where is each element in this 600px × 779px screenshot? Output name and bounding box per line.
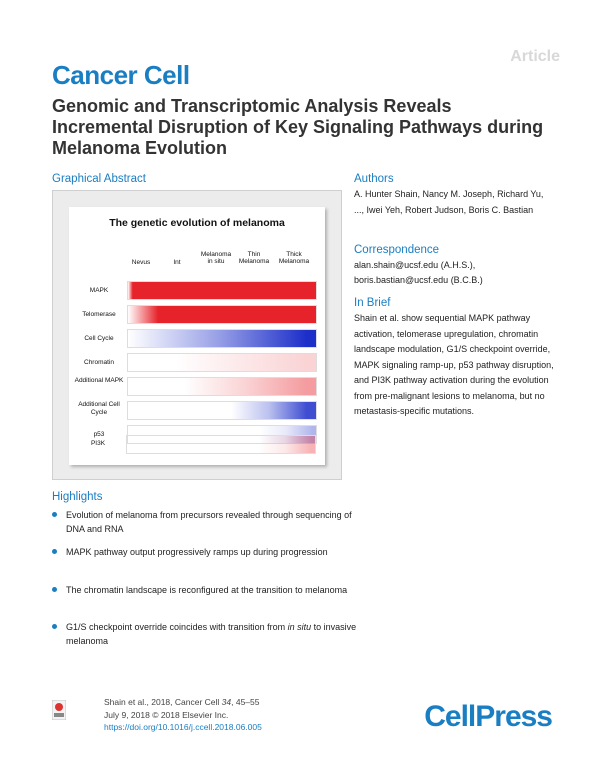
paper-title: Genomic and Transcriptomic Analysis Reveals Incremental Disruption of Key Signaling Pathways during Melanoma Evolution <box>52 96 544 158</box>
citation-block <box>104 696 262 734</box>
highlight-text: The chromatin landscape is reconfigured at the transition to melanoma <box>66 585 348 595</box>
bullet-icon <box>52 549 57 554</box>
bar-mapk <box>127 281 317 300</box>
journal-title: Cancer Cell <box>52 60 190 90</box>
bar-telomerase <box>127 305 317 324</box>
citation-prefix: Shain et al., 2018, Cancer Cell <box>104 697 222 707</box>
article-type-label: Article <box>510 48 560 65</box>
graphical-abstract-figure <box>52 190 342 480</box>
stage-label-thick: Thick Melanoma <box>278 251 310 265</box>
bar-additional-mapk <box>127 377 317 396</box>
crossmark-icon[interactable] <box>52 700 66 720</box>
row-label-chromatin: Chromatin <box>84 359 114 366</box>
publication-date: July 9, 2018 © 2018 Elsevier Inc. <box>104 709 229 720</box>
highlight-item <box>52 583 372 597</box>
highlight-text-part: to invasive melanoma <box>66 622 357 646</box>
cellpress-logo: CellPress <box>424 700 552 733</box>
row-label-additional-mapk: Additional MAPK <box>74 377 124 384</box>
highlight-text-italic: in situ <box>287 622 312 632</box>
bar-cell-cycle <box>127 329 317 348</box>
row-label-pi3k: PI3K <box>90 440 106 447</box>
authors-heading: Authors <box>354 173 394 185</box>
bar-chromatin <box>127 353 317 372</box>
stage-label-in-situ: Melanoma in situ <box>200 251 232 265</box>
highlights-heading: Highlights <box>52 491 103 503</box>
stage-label-thin: Thin Melanoma <box>238 251 270 265</box>
highlight-item <box>52 545 372 559</box>
graphical-abstract-panel <box>69 207 325 465</box>
bar-p53 <box>127 425 317 444</box>
bar-additional-cell-cycle <box>127 401 317 420</box>
highlight-text: Evolution of melanoma from precursors revealed through sequencing of DNA and RNA <box>66 510 352 534</box>
graphical-abstract-heading: Graphical Abstract <box>52 173 146 185</box>
correspondence-heading: Correspondence <box>354 244 440 256</box>
citation-volume: 34 <box>221 697 232 707</box>
highlight-item <box>52 620 372 648</box>
row-label-cell-cycle: Cell Cycle <box>84 335 114 342</box>
stage-label-int: Int <box>173 259 181 266</box>
row-label-mapk: MAPK <box>89 287 109 294</box>
in-brief-text: Shain et al. show sequential MAPK pathway activation, telomerase upregulation, chromatin landscape modulation, G1/S checkpoint override, MAPK signaling ramp-up, p53 pathway disruption, and PI3K pathway activation during the evolution from pre-malignant lesions to melanoma, but no metastasis-specific mutations. <box>354 313 554 416</box>
bullet-icon <box>52 587 57 592</box>
highlight-text: MAPK pathway output progressively ramps up during progression <box>66 547 328 557</box>
doi-link[interactable]: https://doi.org/10.1016/j.ccell.2018.06.005 <box>104 722 262 732</box>
bullet-icon <box>52 624 57 629</box>
row-label-telomerase: Telomerase <box>82 311 116 318</box>
row-label-additional-cell-cycle: Additional Cell Cycle <box>78 401 120 416</box>
bullet-icon <box>52 512 57 517</box>
row-label-p53: p53 <box>93 431 105 438</box>
correspondence-email-1[interactable]: alan.shain@ucsf.edu (A.H.S.), <box>354 260 476 270</box>
citation-pages: , 45–55 <box>231 697 260 707</box>
highlight-text-part: G1/S checkpoint override coincides with transition from <box>66 622 286 632</box>
authors-list: A. Hunter Shain, Nancy M. Joseph, Richard Yu, ..., Iwei Yeh, Robert Judson, Boris C. Bastian <box>354 189 544 215</box>
highlight-item <box>52 508 372 536</box>
in-brief-heading: In Brief <box>354 297 391 309</box>
correspondence-email-2[interactable]: boris.bastian@ucsf.edu (B.C.B.) <box>354 275 483 285</box>
stage-label-nevus: Nevus <box>131 259 151 266</box>
figure-title: The genetic evolution of melanoma <box>109 217 285 229</box>
